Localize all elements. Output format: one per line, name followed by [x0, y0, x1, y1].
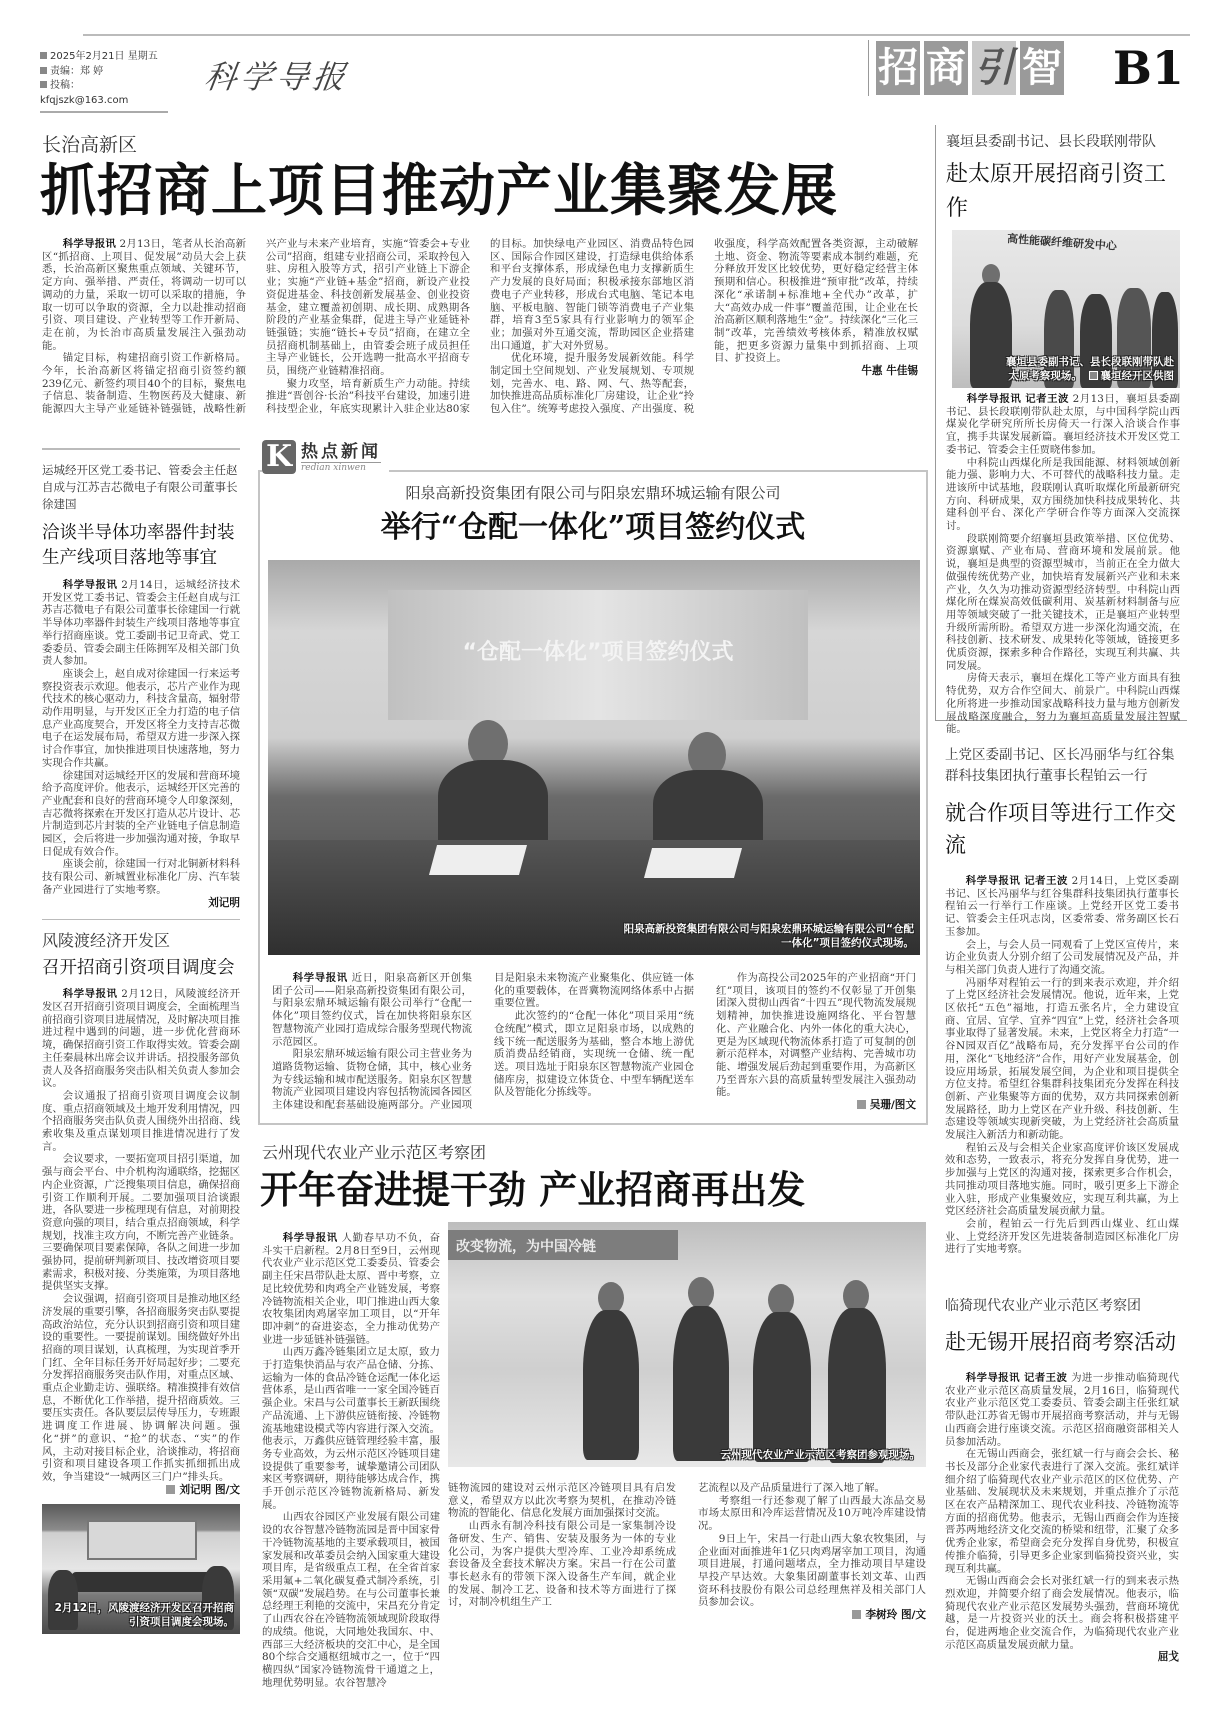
xiangyuan-body [946, 393, 1180, 736]
paragraph-text: 中科院山西煤化所是我国能源、材料领域创新能力强、影响力大、不可替代的战略科技力量。走进该所中试基地，段联刚认真听取煤化所最新研究方向、科研成果，双方围绕加快科技成果转化、共建科创平台、深化产学研合作等方面深入交流探讨。 [946, 456, 1180, 533]
yunzhou-headline: 开年奋进提干劲 产业招商再出发 [260, 1167, 806, 1212]
section-char: 招 [876, 41, 920, 95]
submission-email [40, 79, 168, 108]
paragraph-text: 阳泉宏鼎环城运输有限公司主营业务为道路货物运输、货物仓储，其中，核心业务为专线运输和城市配送服务。阳泉东区智慧物流产业园项目建设内容包括物流园各园区主体建设和配套基础设施两部分。产业园项目是阳泉未来物流产业聚集化、供应链一体化的重要载体，在晋冀物流网络体系中占据重要位置。 [272, 972, 694, 1112]
yuncheng-body [42, 579, 240, 909]
hot-news-body [272, 972, 916, 1117]
square-icon [166, 1485, 175, 1494]
hot-news-label [262, 440, 389, 474]
meeting-table [72, 1572, 212, 1592]
yuncheng-article [42, 462, 240, 909]
square-icon [857, 1100, 866, 1109]
byline [42, 1484, 240, 1497]
paragraph-text: 人勤春早功不负，奋斗实干启新程。2月8日至9日，云州现代农业产业示范区党工委委员、管委会副主任宋昌带队赴太原、晋中考察，立足比较优势和肉鸡全产业链发展，考察冷链物流相关企业，叩门推进山西大象农牧集团肉鸡屠宰加工项目，以“开年即冲刺”的奋进姿态，全力推动优势产业进一步延链补链强链。 [262, 1232, 440, 1346]
photo-sign: 高性能碳纤维研发中心 [1006, 232, 1118, 253]
shangdang-article [945, 745, 1179, 1256]
paragraph-text: 房倚天表示，襄垣在煤化工等产业方面具有独特优势，双方合作空间大、前景广。中科院山西煤化所将进一步推动国家战略科技力量与地方创新发展战略深度融合，努力为襄垣高质量发展注智赋能。 [946, 672, 1180, 736]
dateline: 科学导报讯 记者王波 [965, 1372, 1068, 1384]
person [438, 760, 548, 850]
paragraph [945, 1372, 1179, 1448]
paragraph-text: 会议要求，一要拓宽项目招引渠道，加强与商会平台、中介机构沟通联络，挖掘区内企业资源，广泛搜集项目信息，确保招商引资工作顺利开展。二要加强项目洽谈跟进，各队要进一步梳理现有信息，对前期投资意向强的项目，结合重点招商领域，科学规划，找准主攻方向，不断完善产业链条。三要确保项目要素保障，各队之间进一步加强协同，提前研判新项目、技改增资项目要素需求，积极对接、分类施策，为项目落地提供坚实支撑。 [42, 1153, 240, 1293]
byline [716, 1099, 916, 1112]
lead-headline: 抓招商上项目推动产业集聚发展 [40, 159, 838, 224]
paragraph-text: 优化环境，提升服务发展新效能。科学制定国土空间规划、产业发展规划、专项规划，完善水、电、路、网、气、热等配套，加快推进高品质标准化厂房建设，让企业“拎包入住”。统筹考虑投入强度、产出强度、税收强度，科学高效配置各类资源，主动破解土地、资金、物流等要素成本制约难题，充分释放开发区比较优势，更好稳定经营主体预期和信心。积极推进“预审批”改革，持续深化“承诺制+标准地+全代办”改革，扩大“高效办成一件事”覆盖范围，让企业在长治高新区顺利落地生“金”。持续深化“三化三制”改革，完善绩效考核体系，精准放权赋能，把更多资源力量集中到抓招商、上项目、扩投资上。 [490, 238, 918, 416]
paragraph [272, 972, 472, 1048]
linyi-kicker: 临猗现代农业产业示范区考察团 [945, 1298, 1141, 1314]
byline [698, 1609, 926, 1622]
paragraph-text: 此次签约的“仓配一体化”项目采用“统仓统配”模式，即立足阳泉市场，以成熟的线下统一配送服务为基础，整合本地上游优质消费品经销商，实现统一仓储、统一配送。项目选址于阳泉东区智慧物流产业园仓储库房，拟建设立体货仓、中型车辆配送车队及智能化分拣线等。 [494, 1010, 694, 1099]
paragraph-text: 链物流园的建设对云州示范区冷链项目具有启发意义，希望双方以此次考察为契机，在推动冷链物流的智能化、信息化发展方面加强探讨交流。 [448, 1482, 676, 1520]
paragraph [698, 1495, 926, 1533]
paragraph [946, 393, 1180, 457]
paragraph [42, 858, 240, 896]
person [828, 1308, 886, 1463]
yuncheng-headline: 洽谈半导体功率器件封装生产线项目落地等事宜 [42, 523, 235, 568]
signing-photo [268, 560, 920, 955]
paragraph-text: 2月13日，襄垣县委副书记、县长段联刚带队赴太原，与中国科学院山西煤炭化学研究所所长房倚天一行深入洽谈合作事宜，携手共谋发展新篇。襄垣经济技术开发区党工委书记、管委会主任贾晓伟参加。 [946, 393, 1180, 456]
hot-news-subtitle: 阳泉高新投资集团有限公司与阳泉宏鼎环城运输有限公司 [405, 484, 781, 502]
hot-news-headline: 举行“仓配一体化”项目签约仪式 [380, 510, 806, 545]
paragraph-text: 冯丽华对程铂云一行的到来表示欢迎，并介绍了上党区经济社会发展情况。他说，近年来，上党区依托“五色”福地，打造五张名片，全力建设宜商、宜居、宜学、宜养“四宜”上党，经济社会各项事业取得了显著发展。未来，上党区将全力打造“一谷N园双百亿”战略布局，充分发挥平台公司的作用，深化“飞地经济”合作，用好产业发展基金，创设应用场景，拓展发展空间，为企业和项目提供全方位支持。希望红谷集群科技集团充分发挥在科技创新、产业集聚等方面的优势，双方共同探索创新发展路径，助力上党区在产业升级、科技创新、生态建设等领域实现新突破，为上党经济社会高质量发展注入新活力和新动能。 [945, 976, 1179, 1142]
paragraph-text: 近日，阳泉高新区开创集团子公司——阳泉高新投资集团有限公司，与阳泉宏鼎环城运输有限公司举行“仓配一体化”项目签约仪式，旨在加快将阳泉东区智慧物流产业园打造成综合服务型现代物流示范园区。 [272, 972, 472, 1048]
lead-body [42, 238, 918, 423]
person-head [688, 1277, 714, 1309]
paragraph [945, 1218, 1179, 1256]
yunzhou-body-col2 [448, 1482, 676, 1609]
fenglingdu-article [42, 930, 240, 1496]
xiangyuan-photo-caption [999, 355, 1174, 383]
left-column [42, 462, 240, 1634]
paragraph-text: 会前，程铂云一行先后到西山煤业、红山煤业、上党经济开发区先进装备制造园区标准化厂房进行了实地考察。 [945, 1217, 1179, 1256]
paragraph [946, 457, 1180, 533]
paragraph [716, 972, 916, 1099]
section-divider [868, 40, 869, 96]
lead-kicker: 长治高新区 [42, 134, 138, 156]
paragraph-text: 段联刚简要介绍襄垣县政策举措、区位优势、资源禀赋、产业布局、营商环境和发展前景。他说，襄垣是典型的资源型城市，当前正在全力做大做强传统优势产业，加快培育发展新兴产业和未来产业，久久为功推动资源型经济转型。中科院山西煤化所在煤炭高效低碳利用、炭基新材料制备与应用等领域突破了一批关键技术，正是襄垣产业转型升级所需所盼。希望双方进一步深化沟通交流，在科技创新、技术研发、成果转化等领域，链接更多优质资源，探索多种合作路径，实现互利共赢、共同发展。 [946, 532, 1180, 672]
xiangyuan-headline: 赴太原开展招商引资工作 [946, 162, 1167, 221]
fenglingdu-headline: 召开招商引资项目调度会 [42, 958, 235, 979]
dateline: 科学导报讯 [62, 579, 118, 591]
byline-text: 李树玲 图/文 [865, 1609, 926, 1622]
wall-painting [87, 1520, 197, 1560]
photo-credit: 襄垣经开区供图 [1100, 370, 1174, 382]
byline-text: 牛惠 牛佳锡 [861, 365, 918, 378]
backdrop-text: “仓配一体化”项目签约仪式 [462, 640, 734, 665]
paragraph-text: 山西永有制冷科技有限公司是一家集制冷设备研发、生产、销售、安装及服务为一体的专业化公司，为客户提供大型冷库、工业冷却系统成套设备及全套技术解决方案。宋昌一行在公司董事长赵永有的带领下深入设备生产车间，就企业的发展、制冷工艺、设备和技术等方面进行了探讨，对制冷机组生产工 [448, 1520, 676, 1609]
paragraph [945, 875, 1179, 939]
submission-text: 投稿：kfqjszk@163.com [40, 80, 129, 106]
paragraph-text: 2月12日，风陵渡经济开发区召开招商引资项目调度会，全面梳理当前招商引资项目进展情况，及时解决项目推进过程中遇到的问题，进一步优化营商环境，确保招商引资工作取得实效。管委会副主任秦晨林出席会议并讲话。招投服务部负责人及各招商服务突击队相关负责人参加会议。 [42, 988, 240, 1090]
xiangyuan-article [946, 132, 1180, 736]
paragraph [945, 939, 1179, 977]
paragraph [946, 672, 1180, 736]
linyi-article [945, 1296, 1179, 1664]
dateline: 科学导报讯 [62, 988, 118, 1001]
paragraph-text: 山西万鑫冷链集团立足太原，致力于打造集快消品与农产品仓储、分拣、运输为一体的食品冷链仓运配一体化运营体系，是山西省唯一一家全国冷链百强企业。宋昌与公司董事长王新跃围绕产品流通、上下游供应链衔接、冷链物流基地建设模式等内容进行深入交流。他表示，万鑫供应链管理经验丰富，服务专业高效，为云州示范区冷链项目建设提供了重要参考，诚挚邀请公司团队来区考察调研，期待能够达成合作，携手开创示范区冷链物流新格局、新发展。 [262, 1346, 440, 1511]
shangdang-body [945, 875, 1179, 1256]
paragraph-text: 锚定目标，构建招商引资工作新格局。今年，长治高新区将锚定招商引资签约额239亿元、新签约项目40个的目标，聚焦电子信息、装备制造、生物医药及大健康、新能源四大主导产业延链补链强链，战略性新兴产业与未来产业培育，实施“管委会+专业公司”招商，组建专业招商公司，采取拎包入驻、房租入股等方式，招引产业链上下游企业；实施“产业链+基金”招商，新设产业投资促进基金、科技创新发展基金、创业投资基金，建立覆盖初创期、成长期、成熟期各阶段的产业基金集群，促进主导产业延链补链强链；实施“链长+专员”招商，在建立全员招商机制基础上，由管委会班子成员担任主导产业链长，公开选聘一批高水平招商专员，围绕产业链精准招商。 [42, 238, 470, 416]
yunzhou-body-col1 [262, 1232, 440, 1689]
xiangyuan-kicker: 襄垣县委副书记、县长段联刚带队 [946, 134, 1156, 150]
byline-text: 刘记明 图/文 [179, 1483, 240, 1496]
paragraph [262, 1511, 440, 1689]
paragraph [262, 1346, 440, 1511]
document [429, 845, 527, 875]
paragraph [42, 1293, 240, 1484]
dateline: 科学导报讯 记者王波 [965, 875, 1068, 887]
paragraph [494, 1010, 694, 1099]
byline-text: 屈戈 [1157, 1651, 1179, 1664]
paragraph-text: 2月14日，上党区委副书记、区长冯丽华与红谷集群科技集团执行董事长程铂云一行举行工作座谈。上党经开区党工委书记、管委会主任巩志岗，区委常委、常务副区长石玉参加。 [945, 875, 1179, 938]
section-char: 引 [972, 41, 1016, 95]
paragraph-text: 会议强调，招商引资项目是推动地区经济发展的重要引擎，各招商服务突击队要提高政治站位，充分认识到招商引资和项目建设的重要性。一要提前谋划。围绕做好外出招商的项目谋划，认真梳理，为实现首季开门红、全年目标任务开好局起好步；二要充分发挥招商服务突击队作用，对重点区域、重点企业勤走访、强联络。精准摸排有效信息，不断优化工作举措，提升招商质效。三要压实责任。各队要层层传导压力，专班跟进调度工作进展、协调解决问题。强化“拼”的意识、“抢”的状态、“实”的作风，主动对接目标企业，洽谈推动，将招商引资和项目建设各项工作抓实抓细抓出成效，争当建设“一城两区三门户”排头兵。 [42, 1293, 240, 1483]
paragraph-text: 为进一步推动临猗现代农业产业示范区高质量发展，2月16日，临猗现代农业产业示范区党工委委员、管委会副主任张红斌带队赴江苏省无锡市开展招商考察活动，并与无锡山西商会进行座谈交流。示范区招商融资部相关人员参加活动。 [945, 1372, 1179, 1448]
section-separator [42, 448, 240, 450]
paragraph [42, 238, 246, 352]
page-number: B1 [1113, 41, 1184, 95]
paragraph [42, 1090, 240, 1154]
masthead-rule [83, 34, 1190, 36]
paragraph [42, 668, 240, 770]
byline [42, 897, 240, 910]
paragraph-text: 无锡山西商会会长对张红斌一行的到来表示热烈欢迎，并简要介绍了商会发展情况。他表示，临猗现代农业产业示范区发展势头强劲，营商环境优越，是一片投资兴业的沃土。商会将积极搭建平台，促进两地企业交流合作，为临猗现代农业产业示范区高质量发展贡献力量。 [945, 1575, 1179, 1651]
paragraph-text: 考察组一行还参观了解了山西最大冻品交易市场太原田和冷库运营情况及10万吨冷库建设情况。 [698, 1494, 926, 1533]
square-icon [852, 1610, 861, 1619]
paragraph [698, 1533, 926, 1609]
paragraph-text: 在无锡山西商会，张红斌一行与商会会长、秘书长及部分企业家代表进行了深入交流。张红斌详细介绍了临猗现代农业产业示范区的区位优势、产业基础、发展现状及未来规划，并重点推介了示范区在农产品精深加工、现代农业科技、冷链物流等方面的招商优势。他表示，无锡山西商会作为连接晋苏两地经济文化交流的桥梁和纽带，汇聚了众多优秀企业家，希望商会充分发挥自身优势，积极宣传推介临猗，引导更多企业家到临猗投资兴业，实现互利共赢。 [945, 1448, 1179, 1575]
editor-text: 责编：郑 婷 [50, 65, 104, 77]
caption-text: 襄垣县委副书记、县长段联刚带队赴太原考察现场。 [1006, 356, 1174, 382]
paragraph-text: 会上，与会人员一同观看了上党区宣传片，来访企业负责人分别介绍了公司发展情况及产品，并与相关部门负责人进行了沟通交流。 [945, 938, 1179, 976]
section-title [876, 41, 1068, 95]
paragraph [945, 1142, 1179, 1218]
paragraph-text: 座谈会前，徐建国一行对北铜新材料科技有限公司、新城置业标准化厂房、汽车装备产业园进行了实地考察。 [42, 858, 240, 896]
paragraph-text: 2月13日，笔者从长治高新区“抓招商、上项目、促发展”动员大会上获悉，长治高新区聚焦重点领域、关键环节，定方向、强举措、严责任，将调动一切可以调动的力量，采取一切可以采取的措施，争取一切可以争取的资源，全力以赴推动招商引资、项目建设、产业转型等工作开新局、走在前，为长治市高质量发展注入强劲动能。 [42, 238, 247, 352]
fenglingdu-photo-caption: 2月12日，风陵渡经济开发区召开招商引资项目调度会现场。 [54, 1602, 234, 1629]
paragraph-text: 会议通报了招商引资项目调度会议制度、重点招商领域及土地开发利用情况，四个招商服务突击队负责人围绕外出招商、线索收集及重点谋划项目推进情况进行了发言。 [42, 1089, 240, 1153]
person [583, 1310, 639, 1460]
person [673, 1306, 729, 1461]
paragraph-text: 2月14日，运城经济技术开发区党工委书记、管委会主任赵自成与江苏吉芯微电子有限公司董事长徐建国一行就半导体功率器件封装生产线项目落地等事宜举行招商座谈。党工委副书记卫奇武、党工委委员、管委会副主任陈拥军及相关部门负责人参加。 [42, 579, 240, 668]
xiangyuan-photo [952, 230, 1180, 388]
paragraph [42, 988, 240, 1090]
paragraph-text: 徐建国对运城经开区的发展和营商环境给予高度评价。他表示，运城经开区完善的产业配套和良好的营商环境令人印象深刻，吉芯微将探索在开发区打造从芯片设计、芯片制造到芯片封装的全产业链电子信息制造园区，会后将进一步加强沟通对接，争取早日促成有效合作。 [42, 769, 240, 858]
person [753, 1312, 811, 1462]
fenglingdu-kicker: 风陵渡经济开发区 [42, 931, 171, 951]
paragraph [448, 1482, 676, 1520]
shangdang-headline: 就合作项目等进行工作交流 [945, 801, 1176, 857]
paragraph [42, 770, 240, 859]
shangdang-kicker: 上党区委副书记、区长冯丽华与红谷集群科技集团执行董事长程铂云一行 [945, 747, 1175, 784]
dateline: 科学导报讯 [292, 972, 348, 984]
wall-banner-text: 改变物流，为中国冷链 [456, 1239, 596, 1255]
byline-text: 刘记明 [208, 896, 240, 909]
paragraph-text: 座谈会上，赵自成对徐建国一行来运考察投资表示欢迎。他表示，芯片产业作为现代技术的核心驱动力，科技含量高，辐射带动作用明显，与开发区正全力打造的电子信息产业高度契合，开发区将全力支持吉芯微电子在运发展布局，希望双方进一步深入探讨合作事宜，加快推进项目快速落地，努力实现合作共赢。 [42, 667, 240, 769]
paragraph [262, 1232, 440, 1346]
section-char: 智 [1020, 41, 1064, 95]
signing-photo-caption: 阳泉高新投资集团有限公司与阳泉宏鼎环城运输有限公司“仓配一体化”项目签约仪式现场。 [623, 923, 914, 949]
newspaper-logo: 科学导报 [202, 58, 352, 96]
hot-news-pinyin: redian xinwen [301, 462, 381, 473]
yunzhou-photo-caption: 云州现代农业产业示范区考察团参观现场。 [720, 1449, 920, 1461]
fenglingdu-photo [42, 1504, 240, 1634]
byline-text: 吴珊/图文 [869, 1099, 916, 1112]
paragraph-text: 程铂云及与会相关企业家高度评价该区发展成效和态势，一致表示，将充分发挥自身优势，进一步加强与上党区的沟通对接，探索更多合作机会，共同推动项目落地实施。同时，吸引更多上下游企业入驻，形成产业集聚效应，实现互利共赢，为上党区经济社会高质量发展贡献力量。 [945, 1141, 1179, 1218]
paragraph-text: 山西农谷园区产业发展有限公司建设的农谷智慧冷链物流园是晋中国家骨干冷链物流基地的主要承载项目，被国家发展和改革委员会纳入国家重大建设项目库，是省级重点工程，在全省首家采用氟+二氧化碳复叠式制冷系统，引领“双碳”发展趋势。在与公司董事长兼总经理王利艳的交流中，宋昌充分肯定了山西农谷在冷链物流领域现阶段取得的成绩。他说，大同地处我国东、中、西部三大经济板块的交汇中心，是全国80个综合交通枢纽城市之一，位于“四横四纵”国家冷链物流骨干通道之上，地理优势明显。农谷智慧冷 [262, 1511, 440, 1689]
paragraph-text: 艺流程以及产品质量进行了深入地了解。 [698, 1482, 886, 1494]
issue-date [40, 50, 168, 65]
section-char: 商 [924, 41, 968, 95]
yuncheng-kicker: 运城经开区党工委书记、管委会主任赵自成与江苏吉芯微电子有限公司董事长徐建国 [42, 463, 238, 511]
dateline: 科学导报讯 [282, 1232, 338, 1244]
yunzhou-kicker: 云州现代农业产业示范区考察团 [262, 1143, 487, 1162]
paragraph-text: 聚力攻坚，培育新质生产力动能。持续推进“晋创谷·长治”科技平台建设，加速引进科技型企业，年底实现累计入驻企业达80家的目标。加快绿电产业园区、消费品特色园区、国际合作园区建设，打造绿电供给体系和平台支撑体系，形成绿色电力支撑新质生产力发展的良好局面；积极承接东部地区消费电子产业转移，形成台式电脑、笔记本电脑、平板电脑、智能门锁等消费电子产业集群，培育3至5家具有行业影响力的领军企业；加强对外互通交流，帮助园区企业搭建出口通道，扩大对外贸易。 [266, 238, 694, 416]
section-separator [42, 919, 240, 920]
masthead-info [40, 50, 168, 113]
issue-date-text: 2025年2月21日 星期五 [50, 51, 158, 62]
yunzhou-photo [448, 1222, 926, 1467]
byline [945, 1651, 1179, 1664]
paragraph-text: 作为高投公司2025年的产业招商“开门红”项目，该项目的签约不仅彰显了开创集团深入贯彻山西省“十四五”现代物流发展规划精神，加快推进设施网络化、平台智慧化、产业融合化、内外一体化的重大决心，更是为区域现代物流体系打造了可复制的创新示范样本，对调整产业结构、完善城市功能、增强发展后劲起到重要作用，为高新区乃至晋东六县的高质量转型发展注入强劲动能。 [716, 972, 916, 1099]
paragraph [945, 977, 1179, 1142]
linyi-headline: 赴无锡开展招商考察活动 [945, 1330, 1176, 1354]
paragraph [698, 1482, 926, 1495]
editor [40, 65, 168, 80]
dateline: 科学导报讯 [62, 238, 116, 250]
paragraph [448, 1520, 676, 1609]
paragraph [42, 1153, 240, 1293]
hot-news-title: 热点新闻 [301, 441, 381, 462]
paragraph-text: 9日上午，宋昌一行赴山西大象农牧集团，与企业面对面推进年1亿只肉鸡屠宰加工项目，沟通项目进展，打通问题堵点，全力推动项目早建设早投产早达效。大象集团副董事长刘文革、山西资环科技股份有限公司总经理焦祥及相关部门人员参加会议。 [698, 1532, 926, 1609]
linyi-body [945, 1372, 1179, 1664]
byline [714, 365, 918, 378]
paragraph [42, 579, 240, 668]
document [644, 848, 742, 878]
hot-news-logo: K [262, 440, 296, 474]
yunzhou-body-col3 [698, 1482, 926, 1622]
paragraph [945, 1448, 1179, 1575]
fenglingdu-body [42, 988, 240, 1496]
paragraph [946, 533, 1180, 673]
paragraph [945, 1575, 1179, 1651]
dateline: 科学导报讯 记者王波 [966, 393, 1069, 405]
square-icon [1089, 371, 1098, 380]
right-box-border [935, 125, 936, 720]
